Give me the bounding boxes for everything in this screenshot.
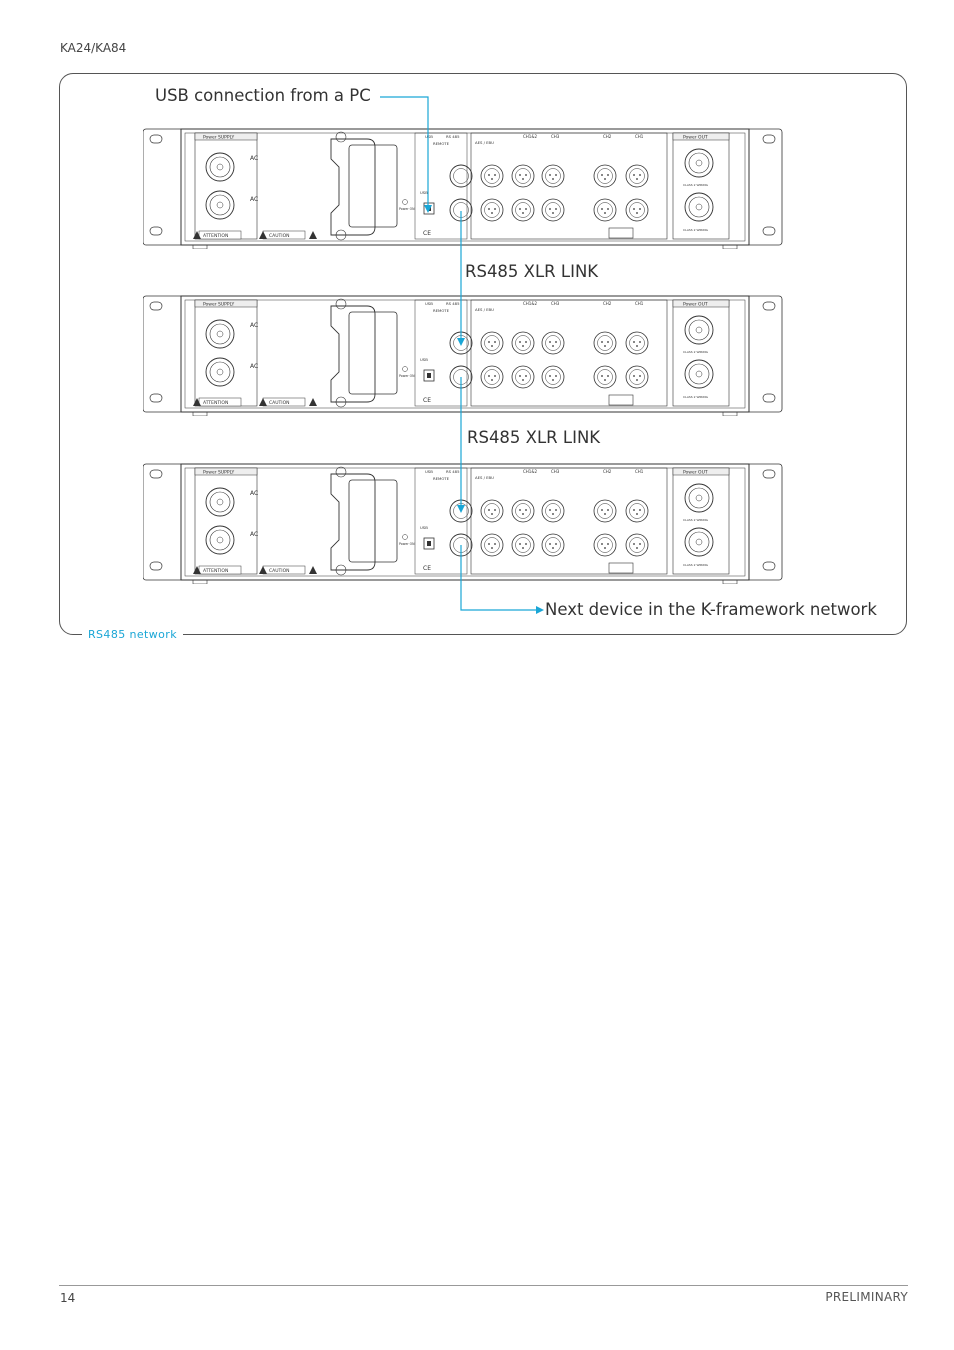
arrow-head-link-1 — [457, 338, 465, 346]
power-out-label: Power OUT — [683, 302, 708, 308]
power-supply-label: Power SUPPLY — [203, 302, 235, 308]
class2-label: CLASS 2 WIRING — [683, 518, 708, 522]
ch-label: CH2 — [603, 134, 612, 139]
class2-label: CLASS 2 WIRING — [683, 183, 708, 187]
usb-port-label: USB — [420, 190, 428, 195]
arrow-head-link-2 — [457, 505, 465, 513]
remote-label: REMOTE — [433, 308, 450, 313]
ac-label: AC — [250, 322, 259, 329]
arrow-head-next — [536, 606, 544, 614]
rs485-header: RS 485 — [446, 301, 460, 306]
ce-mark: CE — [423, 230, 431, 237]
ac-label: AC — [250, 531, 259, 538]
usb-header: USB — [425, 134, 433, 139]
power-supply-label: Power SUPPLY — [203, 470, 235, 476]
caution-label: CAUTION — [269, 401, 290, 406]
rs485-header: RS 485 — [446, 134, 460, 139]
remote-label: REMOTE — [433, 141, 450, 146]
status-label: PRELIMINARY — [825, 1290, 908, 1304]
ac-label: AC — [250, 196, 259, 203]
power-out-label: Power OUT — [683, 470, 708, 476]
power-out-label: Power OUT — [683, 135, 708, 141]
class2-label: CLASS 2 WIRING — [683, 228, 708, 232]
ch-label: CH1&2 — [523, 134, 538, 139]
ch-label: CH2 — [603, 469, 612, 474]
ch-label: CH3 — [551, 301, 560, 306]
power-on-label: Power ON — [399, 542, 415, 546]
ce-mark: CE — [423, 565, 431, 572]
ch-label: CH1 — [635, 469, 644, 474]
page-number: 14 — [60, 1291, 76, 1305]
aes-label: AES / EBU — [475, 475, 494, 480]
usb-header: USB — [425, 469, 433, 474]
caution-label: CAUTION — [269, 234, 290, 239]
class2-label: CLASS 2 WIRING — [683, 350, 708, 354]
document-header: KA24/KA84 — [60, 41, 127, 55]
aes-label: AES / EBU — [475, 307, 494, 312]
attention-label: ATTENTION — [203, 234, 229, 239]
ac-label: AC — [250, 490, 259, 497]
footer-rule — [59, 1285, 908, 1286]
rs485-out-cable — [461, 545, 536, 610]
callout-rs485-link-2: RS485 XLR LINK — [467, 428, 601, 447]
ac-label: AC — [250, 155, 259, 162]
class2-label: CLASS 2 WIRING — [683, 395, 708, 399]
usb-cable — [380, 97, 428, 211]
attention-label: ATTENTION — [203, 401, 229, 406]
ch-label: CH3 — [551, 134, 560, 139]
ce-mark: CE — [423, 397, 431, 404]
callout-usb: USB connection from a PC — [155, 86, 371, 105]
frame-label: RS485 network — [82, 628, 183, 641]
caution-label: CAUTION — [269, 569, 290, 574]
aes-label: AES / EBU — [475, 140, 494, 145]
ch-label: CH2 — [603, 301, 612, 306]
rs485-header: RS 485 — [446, 469, 460, 474]
ch-label: CH1&2 — [523, 301, 538, 306]
callout-rs485-link-1: RS485 XLR LINK — [465, 262, 599, 281]
attention-label: ATTENTION — [203, 569, 229, 574]
power-on-label: Power ON — [399, 207, 415, 211]
usb-header: USB — [425, 301, 433, 306]
power-on-label: Power ON — [399, 374, 415, 378]
ch-label: CH3 — [551, 469, 560, 474]
ac-label: AC — [250, 363, 259, 370]
arrow-head-usb — [424, 205, 432, 213]
power-supply-label: Power SUPPLY — [203, 135, 235, 141]
usb-port-label: USB — [420, 525, 428, 530]
remote-label: REMOTE — [433, 476, 450, 481]
ch-label: CH1 — [635, 301, 644, 306]
ch-label: CH1&2 — [523, 469, 538, 474]
ch-label: CH1 — [635, 134, 644, 139]
usb-port-label: USB — [420, 357, 428, 362]
callout-next-device: Next device in the K-framework network — [545, 600, 877, 619]
class2-label: CLASS 2 WIRING — [683, 563, 708, 567]
